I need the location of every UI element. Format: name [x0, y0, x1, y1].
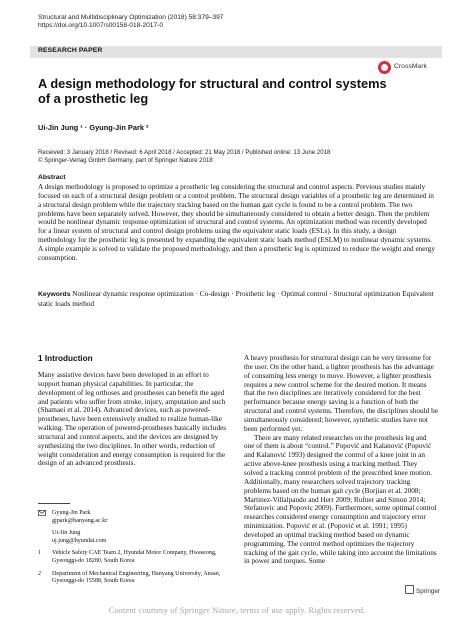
affiliation-1	[38, 550, 238, 565]
doi-link[interactable]: https://doi.org/10.1007/s00158-018-2017-0	[38, 22, 164, 30]
crossmark-badge[interactable]	[378, 60, 440, 76]
left-column	[38, 371, 232, 468]
intro-paragraph-2: A heavy prosthesis for structural design can be very tiresome for the user. On the other hand, a lighter prosthesis has the advantage of consuming less energy to move. However, a lighter prosthesis requires a new control scheme for the desired motion. It means that the two disciplines are iteratively considered for the best performance because energy saving is a function of both the structural and control systems. Therefore, the disciplines should be simultaneously considered; however, synthetic studies have not been performed yet.	[244, 354, 438, 433]
author2-email[interactable]: uj.jung@hyundai.com	[52, 537, 107, 544]
courtesy-notice: Content courtesy of Springer Nature, terms of use apply. Rights reserved.	[108, 606, 366, 615]
author2-name: Ui-Jin Jung	[52, 530, 81, 537]
intro-paragraph-1: Many assistive devices have been developed in an effort to support human physical capabilities. In particular, the development of leg orthoses and prostheses can benefit the aged and patients who suffer from stroke, injury, amputation and such (Shamaei et al. 2014). Advanced devices, such as powered-prostheses, have been extensively studied to realize human-like walking. The operation of powered-prostheses basically includes structural and control aspects, and the devices are designed by synthesizing the two disciplines. In other words, reduction of weight consideration and energy consumption is required for the design of an advanced prosthesis.	[38, 371, 227, 468]
section-heading-introduction: 1 Introduction	[38, 354, 93, 363]
intro-paragraph-3: There are many related researches on the prosthesis leg and one of them is about “control.” Popović and Kalanović (Popović and Kalanović 1993) designed the control of a knee joint in an active above-knee prosthesis using a tracking method. They solved a tracking control problem of the prescribed knee motion. Additionally, many researchers solved trajectory tracking problems based on the human gait cycle (Borjian et al. 2008; Martinez-Villalpando and Herr 2009; Rufner and Simon 2014; Stefanovic and Popovic 2009). Furthermore, some optimal control researches considered energy consumption and trajectory error minimization. Popović et al. (Popović et al. 1991; 1995) developed an optimal tracking method based on dynamic programming. The control method optimizes the trajectory tracking of the gait cycle, while taking into account the limitations in power and torques. Some	[244, 433, 437, 566]
keywords-list: Nonlinear dynamic response optimization · Co-design · Prosthetic leg · Optimal control · Structural optimization Equivalent static loads method	[38, 290, 434, 308]
abstract-text: A design methodology is proposed to optimize a prosthetic leg considering the structural and control aspects. Previous studies mainly focused on each of a structural design problem or a control problem. The structural design variables of a prosthetic leg are determined in a structural design problem while the trajectory tracking based on the human gait cycle is found to be a control problem. The two problems have been separately solved. However, they should be simultaneously considered to obtain a better design. Then the problem would be nonlinear dynamic response optimization of structural and control systems. An optimization method was recently developed for a linear system of structural and control design problems using the equivalent static loads (ESLs). In this study, a design methodology for the prosthetic leg is presented by expanding the equivalent static loads method (ESLM) to nonlinear dynamic systems. A simple example is solved to validate the proposed methodology, and then a prosthetic leg is optimized to reduce the weight and energy consumption.	[38, 183, 436, 262]
author-footnotes	[38, 510, 238, 586]
history-dates: Received: 3 January 2018 / Revised: 6 April 2018 / Accepted: 21 May 2018 / Published online: 13 June 2018	[38, 149, 331, 156]
crossmark-icon	[378, 61, 391, 74]
keywords-label: Keywords	[38, 291, 71, 298]
footnote-divider	[38, 503, 70, 504]
affiliation-2-text: Department of Mechanical Engineering, Hanyang University, Ansan, Gyeonggi-do 15588, South Korea	[52, 570, 221, 585]
affiliation-1-mark: 1	[38, 550, 41, 557]
article-authors[interactable]: Ui-Jin Jung ¹ · Gyung-Jin Park ²	[38, 123, 149, 132]
corresponding-author	[38, 510, 238, 545]
right-column	[244, 354, 438, 566]
abstract-heading: Abstract	[38, 174, 66, 181]
affiliation-1-text: Vehicle Safety CAE Team 2, Hyundai Motor Company, Hwaseong, Gyeonggi-do 18280, South Korea	[52, 550, 217, 564]
copyright-line: © Springer-Verlag GmbH Germany, part of Springer Nature 2018	[38, 156, 213, 164]
keywords	[38, 290, 436, 309]
affiliation-2	[38, 571, 238, 586]
springer-label: Springer	[416, 588, 441, 595]
journal-citation	[38, 14, 223, 31]
envelope-icon	[38, 510, 46, 520]
article-title: A design methodology for structural and control systems of a prosthetic leg	[38, 76, 387, 106]
author1-name: Gyung-Jin Park	[52, 510, 91, 516]
research-paper-banner	[30, 46, 442, 58]
article-dates	[38, 149, 330, 165]
journal-name: Structural and Multidisciplinary Optimization (2018) 58:379–397	[38, 14, 224, 21]
affiliation-2-mark: 2	[38, 570, 41, 577]
springer-horse-icon	[405, 585, 414, 594]
springer-logo	[405, 585, 440, 595]
crossmark-label: CrossMark	[394, 63, 427, 70]
research-paper-label: RESEARCH PAPER	[38, 47, 103, 54]
author1-email[interactable]: gjpark@hanyang.ac.kr	[52, 517, 108, 524]
